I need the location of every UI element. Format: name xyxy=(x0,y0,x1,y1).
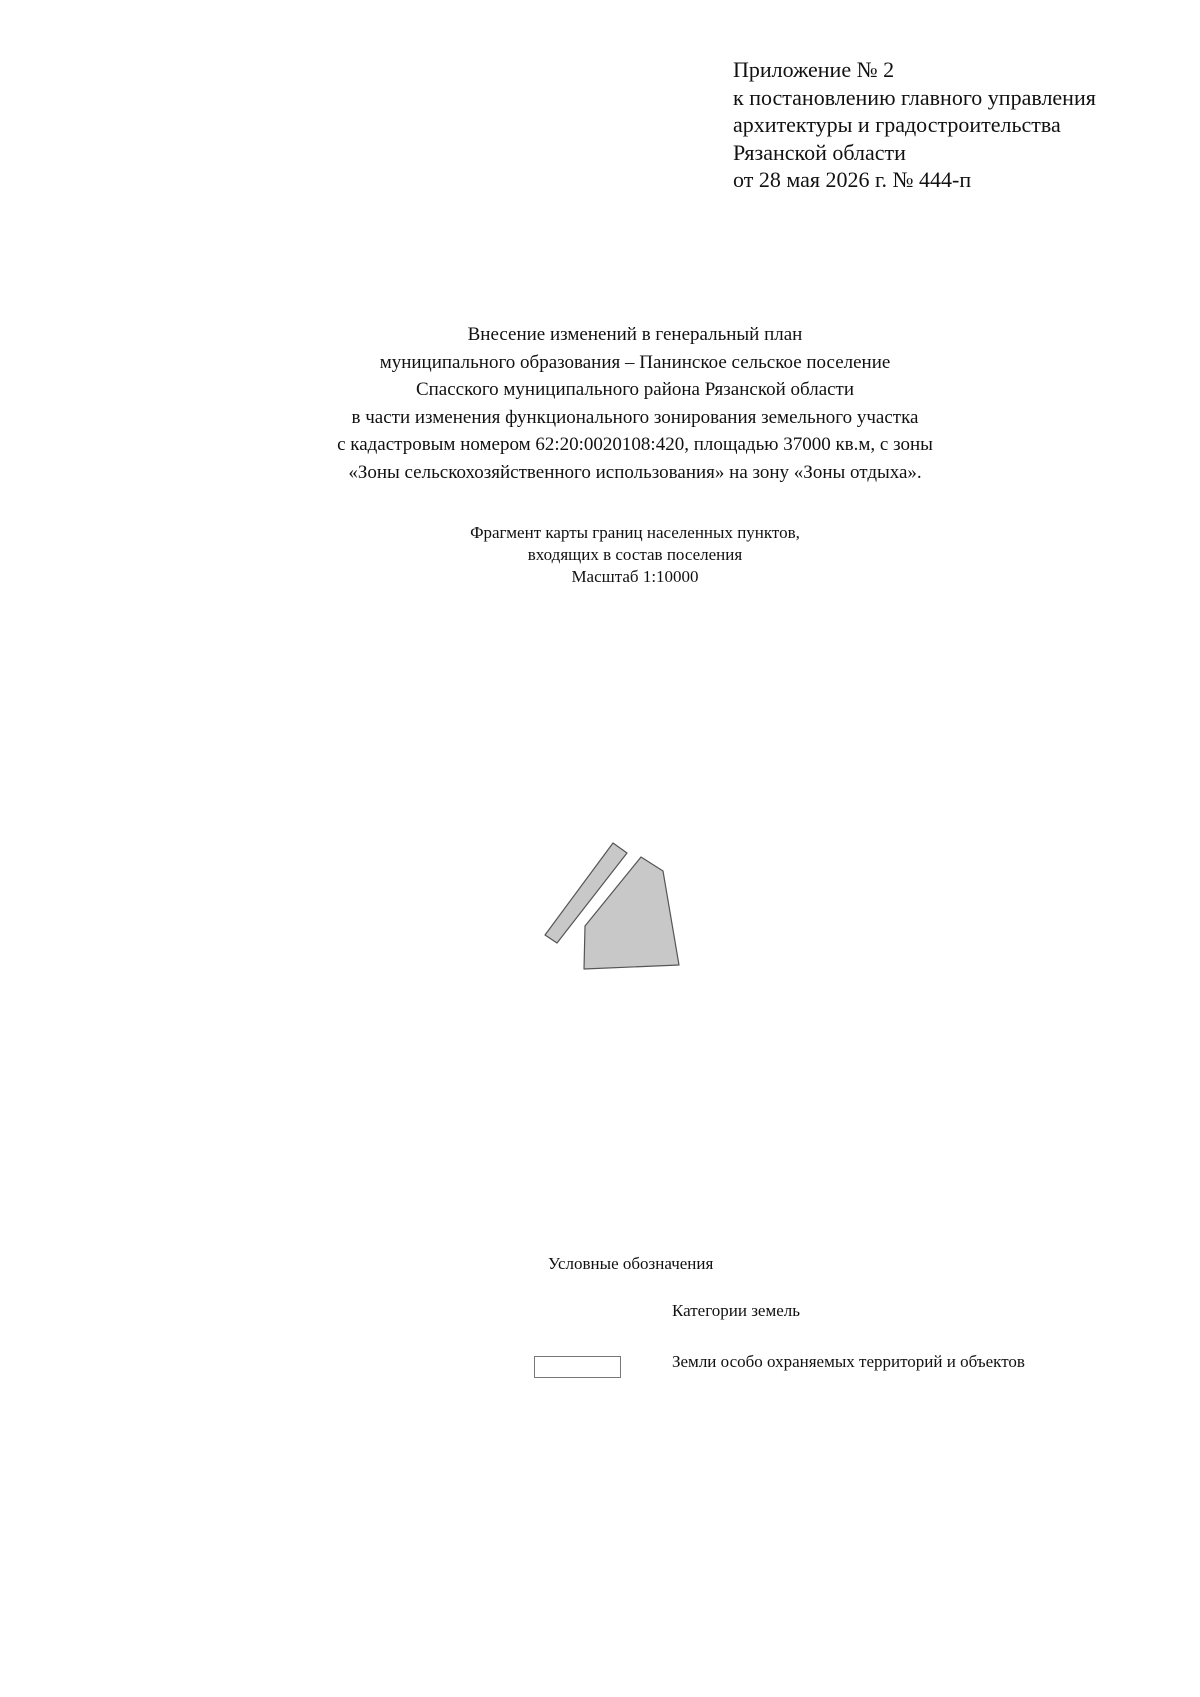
legend-swatch-protected-lands xyxy=(534,1356,621,1378)
appendix-line: архитектуры и градостроительства xyxy=(733,112,1061,137)
legend-item-label: Земли особо охраняемых территорий и объектов xyxy=(672,1352,1025,1371)
legend-title: Условные обозначения xyxy=(548,1254,714,1273)
subtitle-line: входящих в состав поселения xyxy=(527,545,743,564)
title-line: с кадастровым номером 62:20:0020108:420, площадью 37000 кв.м, с зоны xyxy=(337,434,933,456)
appendix-line: Рязанской области xyxy=(733,139,906,165)
map-subtitle xyxy=(0,522,1200,588)
subtitle-line: Фрагмент карты границ населенных пунктов, xyxy=(470,523,800,542)
appendix-line: Приложение № 2 xyxy=(733,57,895,82)
appendix-line: от 28 мая 2026 г. № 444-п xyxy=(733,167,972,192)
title-line: Спасского муниципального района Рязанской области xyxy=(415,379,855,401)
title-line: в части изменения функционального зонирования земельного участка xyxy=(351,406,919,428)
land-parcel-strip xyxy=(545,843,627,943)
title-line: муниципального образования – Панинское сельское поселение xyxy=(379,351,891,373)
title-line: Внесение изменений в генеральный план xyxy=(467,324,803,345)
map-scale: Масштаб 1:10000 xyxy=(571,567,699,586)
appendix-block xyxy=(733,56,1173,194)
appendix-line: к постановлению главного управления xyxy=(733,84,1096,110)
legend-category-heading: Категории земель xyxy=(672,1301,800,1320)
document-title xyxy=(0,321,1200,487)
title-line: «Зоны сельскохозяйственного использования» на зону «Зоны отдыха». xyxy=(348,461,922,483)
land-parcel-main xyxy=(584,857,679,969)
